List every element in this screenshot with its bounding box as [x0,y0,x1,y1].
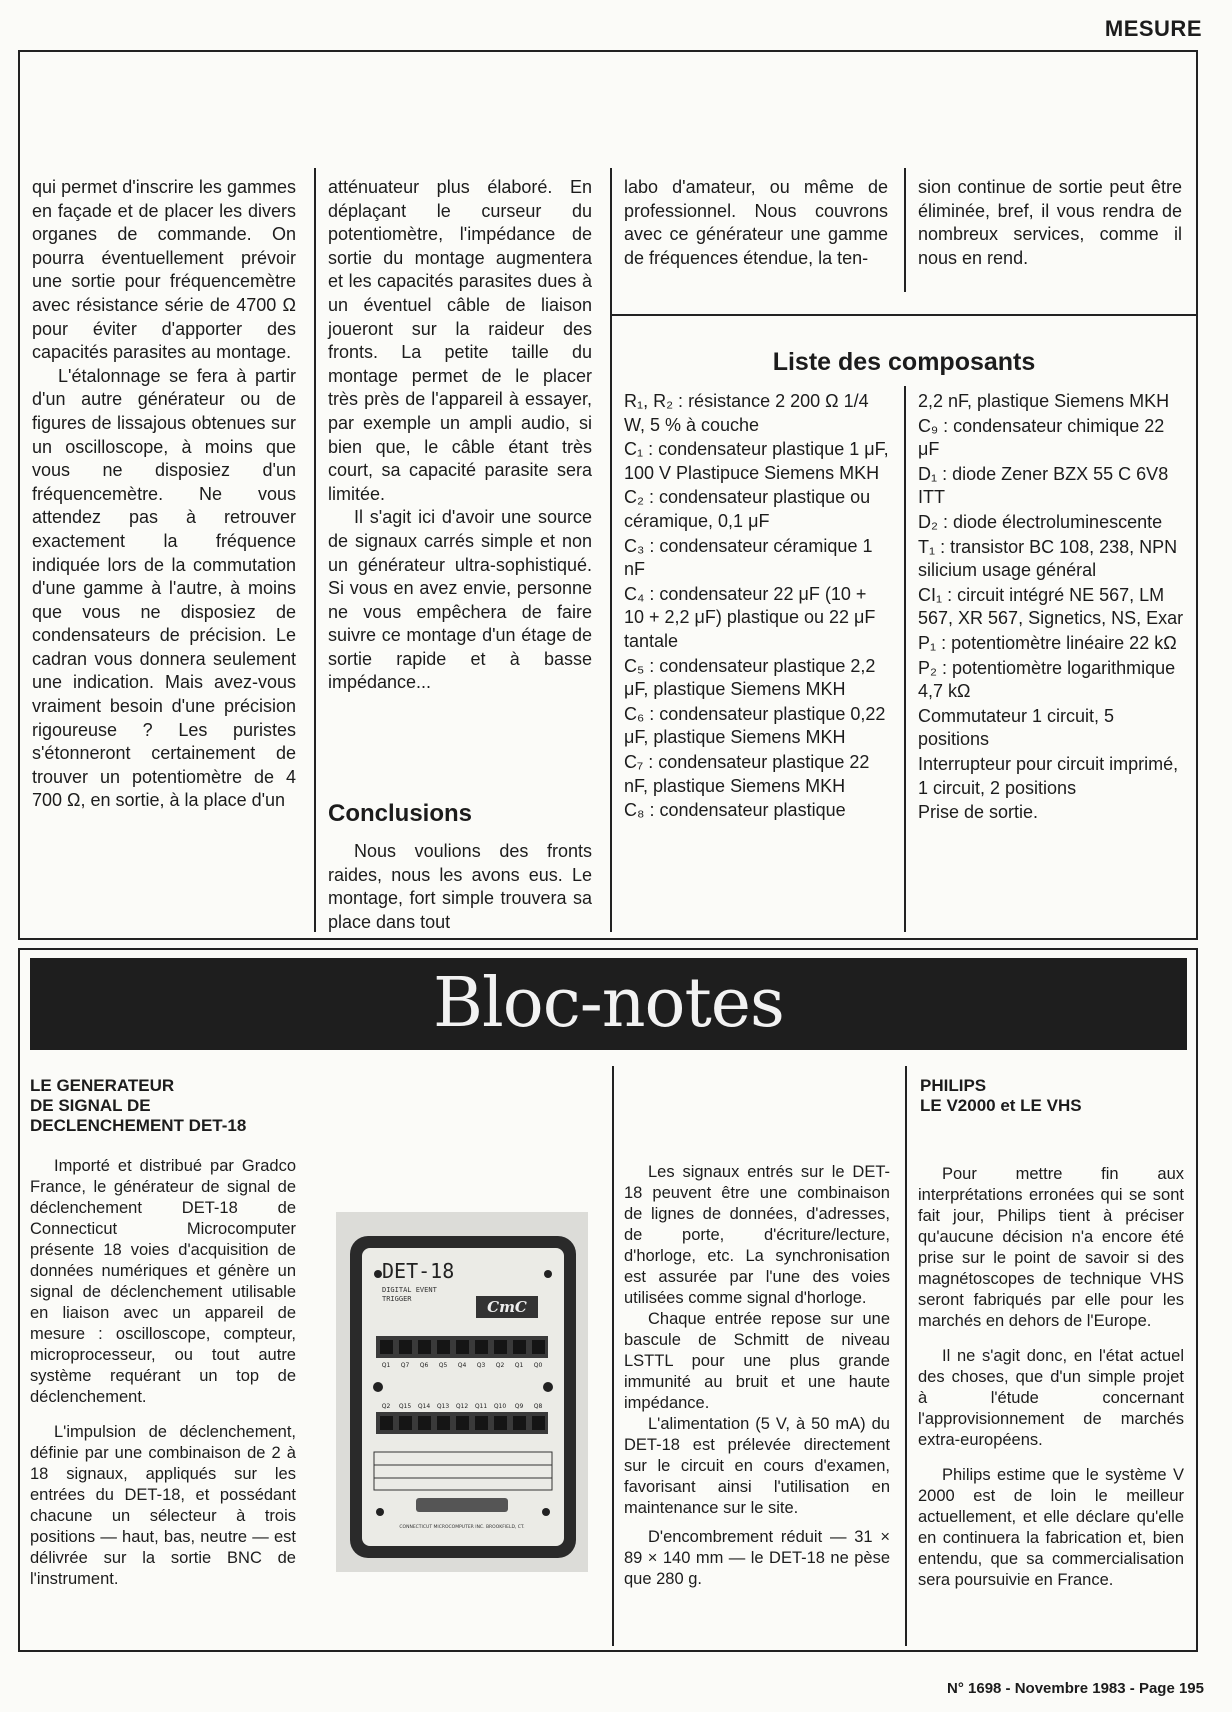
bloc-notes-title: Bloc-notes [433,964,784,1043]
section-label: MESURE [1104,16,1202,41]
svg-text:DIGITAL EVENT: DIGITAL EVENT [382,1286,437,1294]
component-item: Commutateur 1 circuit, 5 positions [918,705,1115,750]
component-item: 2,2 nF, plastique Siemens MKH [918,391,1170,411]
selector-switch [418,1416,431,1430]
selector-switch [437,1416,450,1430]
component-item: C₂ : condensateur plastique ou céramique, 0,1 μF [624,487,871,531]
conclusions-heading: Conclusions [328,800,473,827]
component-item: Interrupteur pour circuit imprimé, 1 circuit, 2 positions [918,753,1179,798]
channel-label: Q1 [514,1362,524,1369]
component-item: P₁ : potentiomètre linéaire 22 kΩ [918,632,1177,653]
channel-label: Q7 [400,1362,410,1369]
article-column-4 [918,176,1182,270]
selector-switch [456,1340,469,1354]
channel-label: Q13 [436,1403,450,1410]
selector-switch [437,1340,450,1354]
component-item: C₅ : condensateur plastique 2,2 μF, plastique Siemens MKH [624,655,876,700]
channel-label: Q15 [398,1403,412,1410]
column-divider [904,168,906,292]
paragraph: qui permet d'inscrire les gammes en façade et de placer les divers organes de commande. On pourra éventuellement prévoir une sortie pour fréquencemètre avec résistance série de 4700 Ω pour éviter d'apporter des capacités parasites au montage. [32,177,296,363]
paragraph: Philips estime que le système V 2000 est de loin le meilleur actuellement, et elle déclare qu'elle en continuera la fabrication et, bien entendu, que sa commercialisation sera poursuivie en France. [918,1466,1184,1589]
channel-label: Q1 [381,1362,391,1369]
selector-switch [532,1340,545,1354]
column-divider [612,1066,614,1646]
paragraph: L'impulsion de déclenchement, définie par une combinaison de 2 à 18 signaux, appliqués sur les entrées du DET-18, et possédant chacune un sélecteur à trois positions — haut, bas, neutre — est délivrée sur la sortie BNC de l'instrument. [30,1423,296,1588]
det18-heading: LE GENERATEUR DE SIGNAL DE DECLENCHEMENT DET-18 [30,1076,247,1135]
component-item: C₁ : condensateur plastique 1 μF, 100 V Plastipuce Siemens MKH [624,439,889,483]
component-item: C₈ : condensateur plastique [624,800,846,821]
channel-label: Q6 [419,1362,429,1369]
brand-logo: CmC [487,1298,527,1316]
component-item: C₄ : condensateur 22 μF (10 + 10 + 2,2 μF) plastique ou 22 μF tantale [624,583,876,651]
article-column-3 [624,176,888,270]
selector-switch [380,1416,393,1430]
component-item: C₆ : condensateur plastique 0,22 μF, plastique Siemens MKH [624,703,886,748]
det18-article [30,1156,296,1590]
det18-photo [336,1212,588,1572]
paragraph: sion continue de sortie peut être éliminée, bref, il vous rendra de nombreux services, comme il nous en rend. [918,177,1182,268]
selector-switch [513,1340,526,1354]
channel-label: Q5 [438,1362,448,1369]
paragraph: labo d'amateur, ou même de professionnel. Nous couvrons avec ce générateur une gamme de fréquences étendue, la ten- [624,177,888,268]
components-box-top [610,314,1198,316]
svg-text:TRIGGER: TRIGGER [382,1295,412,1303]
channel-label: Q9 [514,1403,524,1410]
det18-device-illustration [336,1212,588,1572]
components-title: Liste des composants [772,348,1036,376]
paragraph: L'étalonnage se fera à partir d'un autre générateur ou de figures de lissajous obtenues sur un oscilloscope, à moins que vous ne disposiez d'un fréquencemètre. Ne vous attendez pas à retrouver exactement la fréquence indiquée lors de la commutation d'une gamme à l'autre, à moins que vous ne disposiez de condensateurs de précision. Le cadran vous donnera seulement une indication. Mais avez-vous vraiment besoin d'une précision rigoureuse ? Les puristes s'étonneront certainement de trouver un potentiomètre de 4 700 Ω, en sortie, à la place d'un [32,365,296,811]
philips-article [918,1164,1184,1591]
channel-label: Q12 [455,1403,469,1410]
channel-label: Q0 [533,1362,543,1369]
article-column-1 [32,176,296,813]
column-divider [904,386,906,932]
component-item: T₁ : transistor BC 108, 238, NPN silicium usage général [918,536,1178,581]
components-list-right [918,390,1186,826]
component-item: C₇ : condensateur plastique 22 nF, plastique Siemens MKH [624,751,870,796]
selector-switch [494,1416,507,1430]
maker-label: CONNECTICUT MICROCOMPUTER INC. BROOKFIELD, CT. [399,1525,525,1530]
paragraph: L'alimentation (5 V, à 50 mA) du DET-18 est prélevée directement sur le circuit en cours d'examen, favorisant ainsi l'utilisation en maintenance sur le site. [624,1415,890,1517]
channel-label: Q8 [533,1403,543,1410]
channel-label: Q14 [417,1403,431,1410]
column-divider [314,168,316,932]
paragraph: Importé et distribué par Gradco France, le générateur de signal de déclenchement DET-18 de Connecticut Microcomputer présente 18 voies d'acquisition de données numériques et génère un signal de déclenchement utilisable en liaison avec un appareil de mesure : oscilloscope, compteur, microprocesseur, ou tout autre système requérant un top de déclenchement. [30,1157,296,1406]
selector-switch [475,1416,488,1430]
component-item: D₂ : diode électroluminescente [918,511,1163,532]
channel-label: Q2 [495,1362,505,1369]
channel-label: Q10 [493,1403,507,1410]
selector-switch [399,1340,412,1354]
article-column-2 [328,176,592,695]
component-item: CI₁ : circuit intégré NE 567, LM 567, XR 567, Signetics, NS, Exar [918,584,1184,629]
selector-switch [399,1416,412,1430]
component-item: D₁ : diode Zener BZX 55 C 6V8 ITT [918,463,1169,508]
paragraph: Pour mettre fin aux interprétations erronées qui se sont fait jour, Philips tient à préciser qu'aucune décision n'a encore été prise sur le point de savoir si des magnétoscopes de technique VHS seront fabriqués par elle pour les marchés en dehors de l'Europe. [918,1165,1184,1330]
selector-switch [456,1416,469,1430]
paragraph: Les signaux entrés sur le DET-18 peuvent être une combinaison de lignes de données, d'adresses, de porte, d'écriture/lecture, d'horloge, etc. La synchronisation est assurée par l'une des voies utilisées comme signal d'horloge. [624,1163,890,1307]
philips-heading: PHILIPS LE V2000 et LE VHS [920,1076,1082,1115]
paragraph: Chaque entrée repose sur une bascule de Schmitt de niveau LSTTL pour une plus grande immunité au bruit et une haute impédance. [624,1310,890,1412]
component-item: P₂ : potentiomètre logarithmique 4,7 kΩ [918,657,1176,702]
selector-switch [513,1416,526,1430]
component-item: C₉ : condensateur chimique 22 μF [918,415,1165,460]
column-divider [610,168,612,932]
channel-label: Q11 [474,1403,488,1410]
selector-switch [418,1340,431,1354]
conclusions-text [328,840,592,934]
selector-switch [532,1416,545,1430]
selector-switch [380,1340,393,1354]
det18-article-continued [624,1162,890,1590]
channel-label: Q3 [476,1362,486,1369]
selector-switch [494,1340,507,1354]
component-item: Prise de sortie. [918,802,1039,823]
paragraph: atténuateur plus élaboré. En déplaçant le curseur du potentiomètre, l'impédance de sortie du montage augmentera et les capacités parasites dues à un éventuel câble de liaison joueront sur la raideur des fronts. La petite taille du montage permet de le placer très près de l'appareil à essayer, par exemple un ampli audio, si bien que, le câble étant très court, sa capacité parasite sera limitée. [328,177,592,504]
device-name: DET-18 [382,1259,455,1283]
selector-switch [475,1340,488,1354]
column-divider [905,1066,907,1646]
page-footer: N° 1698 - Novembre 1983 - Page 195 [947,1680,1204,1697]
paragraph: Il s'agit ici d'avoir une source de signaux carrés simple et non un générateur ultra-sophistiqué. Si vous en avez envie, personne ne vous empêchera de faire suivre ce montage d'un étage de sortie rapide et à basse impédance... [328,507,592,693]
paragraph: Nous voulions des fronts raides, nous les avons eus. Le montage, fort simple trouvera sa place dans tout [328,841,592,932]
components-list-left [624,390,890,824]
paragraph: D'encombrement réduit — 31 × 89 × 140 mm — le DET-18 ne pèse que 280 g. [624,1528,890,1588]
paragraph: Il ne s'agit donc, en l'état actuel des choses, que d'un simple projet à l'étude concernant l'approvisionnement de marchés extra-européens. [918,1347,1184,1449]
component-item: R₁, R₂ : résistance 2 200 Ω 1/4 W, 5 % à couche [624,391,869,435]
channel-label: Q2 [381,1403,391,1410]
channel-label: Q4 [457,1362,467,1369]
component-item: C₃ : condensateur céramique 1 nF [624,535,873,580]
